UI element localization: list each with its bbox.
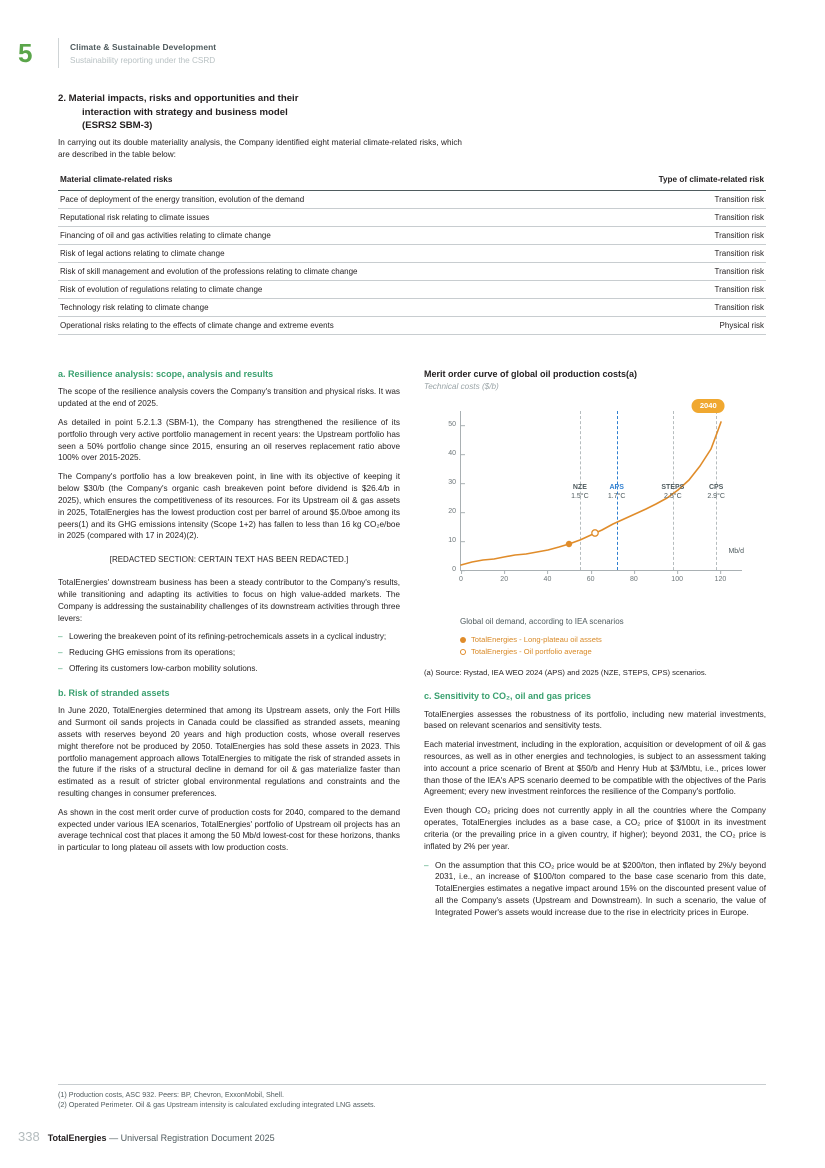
table-row — [58, 244, 766, 262]
top-content — [58, 92, 766, 335]
table-row — [58, 208, 766, 226]
scenario-temp-cps: 2.9°C — [707, 492, 725, 500]
legend-item-portfolio-average — [460, 647, 766, 657]
type-cell: Transition risk — [577, 262, 766, 280]
scenario-temp-aps: 1.7°C — [607, 492, 626, 500]
footnote-2: (2) Operated Perimeter. Oil & gas Upstream intensity is calculated excluding integrated LNG assets. — [58, 1099, 376, 1109]
type-cell: Transition risk — [577, 190, 766, 208]
y-tick-40: 40 — [448, 449, 461, 459]
left-column — [58, 368, 400, 861]
scenario-name-cps: CPS — [708, 483, 724, 491]
legend-dot-filled-icon — [460, 637, 466, 643]
risk-cell: Technology risk relating to climate change — [58, 298, 577, 316]
right-column — [424, 368, 766, 926]
paragraph-stranded-assets: In June 2020, TotalEnergies determined that among its Upstream assets, only the Fort Hills and Surmont oil sands projects in Canada could be classified as stranded assets, meaning assets with reserves beyond 20 years and high production costs, whose overall reserves might therefore not be produced by 2050. TotalEnergies has sold these assets in 2023. This portfolio management approach allows TotalEnergies to mitigate the risk of stranded assets in the future if the risks of a structural decline in demand for oil & gas materialize faster than estimated as a result of stricter global environmental regulations and constraints and the resulting changes in consumer preferences. — [58, 706, 400, 798]
merit-order-curve — [461, 411, 743, 571]
paragraph-material-investment: Each material investment, including in the exploration, acquisition or development of oil & gas resources, as well as in other energies and technologies, is subject to an assessment taking into account a price scenario of Brent at $50/b and Henry Hub at $3/Mbtu, i.e., prices lower than those of the IEA's APS scenario deemed to be compatible with the objectives of the Paris Agreement; every new investment reinforces the resilience of the Company's portfolio. — [424, 740, 766, 797]
heading-resilience-analysis: a. Resilience analysis: scope, analysis and results — [58, 369, 274, 379]
scenario-label-cps — [707, 484, 725, 502]
heading-sensitivity: c. Sensitivity to CO₂, oil and gas prices — [424, 691, 592, 702]
page-footer — [18, 1128, 275, 1146]
risk-cell: Financing of oil and gas activities relating to climate change — [58, 226, 577, 244]
risk-cell: Pace of deployment of the energy transition, evolution of the demand — [58, 190, 577, 208]
merit-order-chart — [424, 397, 766, 612]
y-tick-30: 30 — [448, 478, 461, 488]
section-title-line1: 2. Material impacts, risks and opportunities and their — [58, 93, 299, 104]
scenario-name-steps: STEPS — [661, 483, 685, 491]
type-cell: Transition risk — [577, 298, 766, 316]
scenario-name-aps: APS — [609, 483, 624, 491]
table-row — [58, 262, 766, 280]
x-tick-120: 120 — [715, 570, 727, 585]
chart-legend — [460, 635, 766, 658]
risk-cell: Risk of legal actions relating to climate change — [58, 244, 577, 262]
list-item: – Offering its customers low-carbon mobility solutions. — [58, 663, 400, 675]
scenario-temp-steps: 2.5°C — [664, 492, 682, 500]
paragraph-merit-order: As shown in the cost merit order curve of production costs for 2040, compared to the demand expected under various IEA scenarios, TotalEnergies' portfolio of Upstream oil projects has an average technical cost that places it among the 50 Mb/d lowest-cost for these horizons, thanks in particular to long plateau oil assets with low production costs. — [58, 807, 400, 853]
risk-cell: Risk of evolution of regulations relating to climate change — [58, 280, 577, 298]
sensitivity-bullet-list — [424, 860, 766, 919]
scenario-name-nze: NZE — [572, 483, 587, 491]
risk-table — [58, 174, 766, 335]
table-row — [58, 190, 766, 208]
header-divider — [58, 38, 59, 68]
footnotes — [58, 1084, 766, 1110]
paragraph-sensitivity-intro: TotalEnergies assesses the robustness of its portfolio, including new material investments, based on relevant scenarios and sensitivity tests. — [424, 709, 766, 731]
footer-document: — Universal Registration Document 2025 — [109, 1133, 275, 1144]
marker-long-plateau — [566, 541, 572, 547]
header-subtitle: Sustainability reporting under the CSRD — [70, 55, 216, 65]
x-tick-60: 60 — [587, 570, 595, 585]
heading-stranded-assets: b. Risk of stranded assets — [58, 687, 170, 698]
list-item: – On the assumption that this CO₂ price would be at $200/ton, then inflated by 2%/y beyond 2031, i.e., an increase of $100/ton compared to the base case scenario from this date, TotalEnergies estimates a negative impact around 15% on the discounted present value of all the Company's assets (Upstream and Downstream). In such a scenario, the value of Integrated Power's assets would increase due to the rise in electricity prices in Europe. — [424, 860, 766, 919]
column-header-type: Type of climate-related risk — [577, 174, 766, 190]
risk-cell: Risk of skill management and evolution of the professions relating to climate change — [58, 262, 577, 280]
x-tick-20: 20 — [500, 570, 508, 585]
paragraph-co2-pricing: Even though CO₂ pricing does not currently apply in all the countries where the Company operates, TotalEnergies includes as a base case, a CO₂ price of $100/t in its investment criteria (or the prevailing price in a given country, if higher); beyond 2031, the CO₂ price is inflated by 2% per year. — [424, 806, 766, 851]
list-item: – Reducing GHG emissions from its operations; — [58, 647, 400, 659]
section-intro: In carrying out its double materiality analysis, the Company identified eight material climate-related risks, which are described in the table below: — [58, 137, 462, 159]
table-row — [58, 298, 766, 316]
section-title-line3: (ESRS2 SBM-3) — [82, 120, 153, 132]
paragraph-resilience-scope: The scope of the resilience analysis covers the Company's transition and physical risks. It was updated at the end of 2025. — [58, 387, 400, 409]
redacted-notice: [REDACTED SECTION: CERTAIN TEXT HAS BEEN REDACTED.] — [109, 555, 349, 565]
x-tick-80: 80 — [630, 570, 638, 585]
chart-source-note: (a) Source: Rystad, IEA WEO 2024 (APS) and 2025 (NZE, STEPS, CPS) scenarios. — [424, 667, 707, 677]
legend-label: TotalEnergies - Oil portfolio average — [471, 647, 592, 657]
section-title-line2: interaction with strategy and business model — [82, 106, 288, 118]
scenario-temp-nze: 1.5°C — [571, 492, 589, 500]
footer-brand: TotalEnergies — [47, 1133, 107, 1144]
section-title — [58, 92, 488, 133]
page-header — [0, 38, 825, 78]
type-cell: Transition risk — [577, 280, 766, 298]
paragraph-downstream: TotalEnergies' downstream business has been a steady contributor to the Company's results, while transitioning and adapting its activities to focus on high value-added markets. The Company is addressing the sustainability challenges of its downstream activities through three levers: — [58, 578, 400, 623]
marker-portfolio-average — [592, 530, 598, 536]
scenario-label-nze — [571, 484, 589, 502]
table-row — [58, 316, 766, 334]
x-tick-40: 40 — [544, 570, 552, 585]
type-cell: Physical risk — [577, 316, 766, 334]
x-axis-unit-label: Mb/d — [728, 548, 744, 556]
x-tick-0: 0 — [459, 570, 463, 585]
y-tick-10: 10 — [448, 536, 461, 546]
table-row — [58, 226, 766, 244]
footer-text — [48, 1132, 275, 1144]
legend-item-long-plateau — [460, 635, 766, 645]
chart-title: Merit order curve of global oil production costs(a) — [424, 369, 638, 379]
risk-cell: Operational risks relating to the effects of climate change and extreme events — [58, 316, 577, 334]
paragraph-portfolio-management: As detailed in point 5.2.1.3 (SBM-1), the Company has strengthened the resilience of its portfolio through very active portfolio management in recent years: the Upstream portfolio has seen a 50% portfolio change since 2015, ensuring an oil reserves replacement ratio above 100% over 2015-2025. — [58, 418, 400, 463]
scenario-label-aps — [608, 484, 626, 502]
y-tick-50: 50 — [448, 420, 461, 430]
page-number: 338 — [18, 1129, 40, 1145]
legend-dot-hollow-icon — [460, 649, 466, 655]
scenario-label-steps — [661, 484, 684, 502]
legend-label: TotalEnergies - Long-plateau oil assets — [471, 634, 602, 644]
chart-plot-area — [448, 400, 744, 583]
y-tick-0: 0 — [452, 565, 461, 575]
chart-caption: Global oil demand, according to IEA scenarios — [460, 616, 624, 626]
header-titles — [70, 42, 216, 66]
footnote-1: (1) Production costs, ASC 932. Peers: BP, Chevron, ExxonMobil, Shell. — [58, 1089, 284, 1099]
levers-list — [58, 631, 400, 674]
table-row — [58, 280, 766, 298]
paragraph-breakeven: The Company's portfolio has a low breakeven point, in line with its objective of keeping it below $30/b (the Company's organic cash breakeven point before dividend is $26.4/b in 2025), which ensures the competitiveness of its resources. For its Upstream oil & gas assets in 2025, TotalEnergies has the lowest production cost per barrel of around $5.0/boe among its peers(1) and its GHG emissions intensity (Scope 1+2) has fallen to less than 16 kg CO₂e/boe in 2025 (compared with 17 in 2024)(2). — [58, 472, 400, 541]
x-tick-100: 100 — [671, 570, 683, 585]
type-cell: Transition risk — [577, 226, 766, 244]
chart-subtitle: Technical costs ($/b) — [424, 382, 499, 392]
list-item: – Lowering the breakeven point of its refining-petrochemicals assets in a cyclical industry; — [58, 631, 400, 643]
header-title: Climate & Sustainable Development — [70, 42, 217, 52]
chapter-number: 5 — [18, 38, 33, 68]
risk-cell: Reputational risk relating to climate issues — [58, 208, 577, 226]
y-tick-20: 20 — [448, 507, 461, 517]
type-cell: Transition risk — [577, 244, 766, 262]
column-header-risk: Material climate-related risks — [58, 174, 577, 190]
year-bubble: 2040 — [692, 399, 725, 413]
type-cell: Transition risk — [577, 208, 766, 226]
table-header-row — [58, 174, 766, 190]
